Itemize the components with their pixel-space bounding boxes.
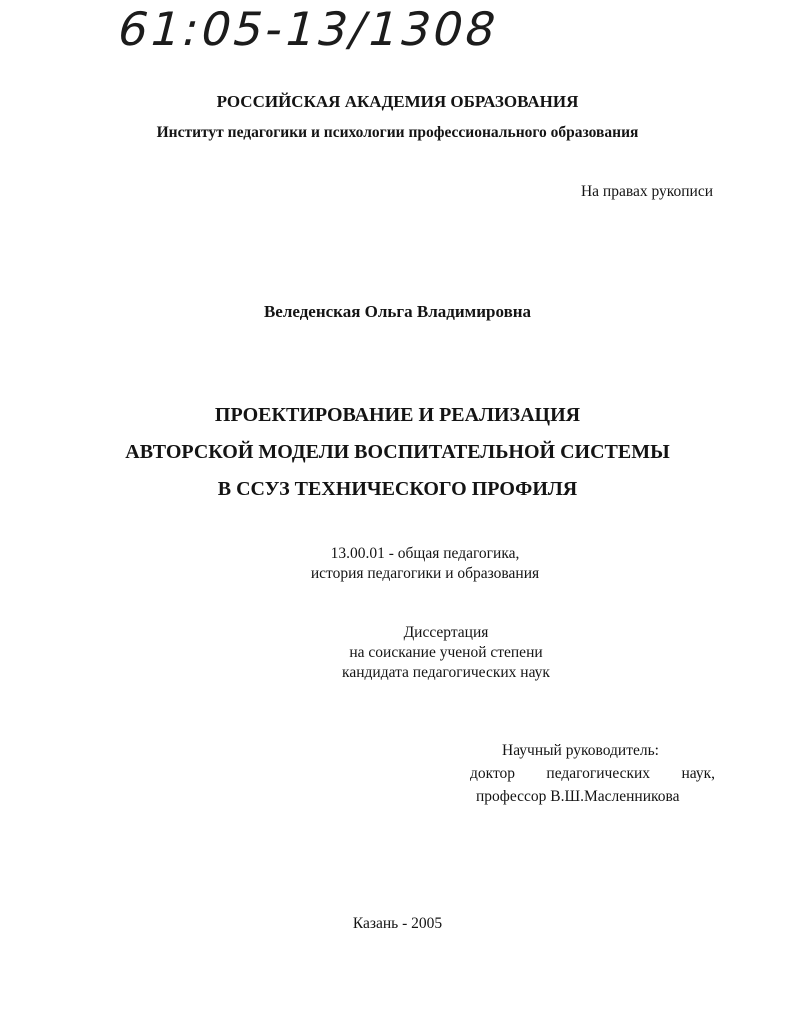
title-line: АВТОРСКОЙ МОДЕЛИ ВОСПИТАТЕЛЬНОЙ СИСТЕМЫ [125, 441, 670, 463]
city-year: Казань - 2005 [352, 915, 443, 932]
supervisor-line: Научный руководитель: [502, 742, 659, 759]
dissertation-type-block [296, 623, 596, 683]
dissertation-line: Диссертация [403, 624, 489, 641]
supervisor-line: профессор В.Ш.Масленникова [476, 788, 680, 805]
supervisor-line: доктор педагогических наук, [470, 765, 715, 782]
organization-name: РОССИЙСКАЯ АКАДЕМИЯ ОБРАЗОВАНИЯ [216, 92, 579, 111]
handwritten-catalog-number: 61:05-13/1308 [112, 2, 505, 56]
specialty-line: 13.00.01 - общая педагогика, [330, 545, 520, 562]
dissertation-line: на соискание ученой степени [349, 644, 543, 661]
author-name: Веледенская Ольга Владимировна [263, 302, 532, 321]
institute-name: Институт педагогики и психологии профессионального образования [156, 124, 639, 141]
dissertation-title [0, 397, 795, 508]
specialty-block [300, 544, 550, 584]
dissertation-line: кандидата педагогических наук [342, 664, 550, 681]
specialty-line: история педагогики и образования [310, 565, 540, 582]
title-line: В ССУЗ ТЕХНИЧЕСКОГО ПРОФИЛЯ [217, 478, 578, 500]
rights-note: На правах рукописи [580, 183, 713, 200]
supervisor-block [470, 739, 715, 808]
title-line: ПРОЕКТИРОВАНИЕ И РЕАЛИЗАЦИЯ [214, 404, 581, 426]
